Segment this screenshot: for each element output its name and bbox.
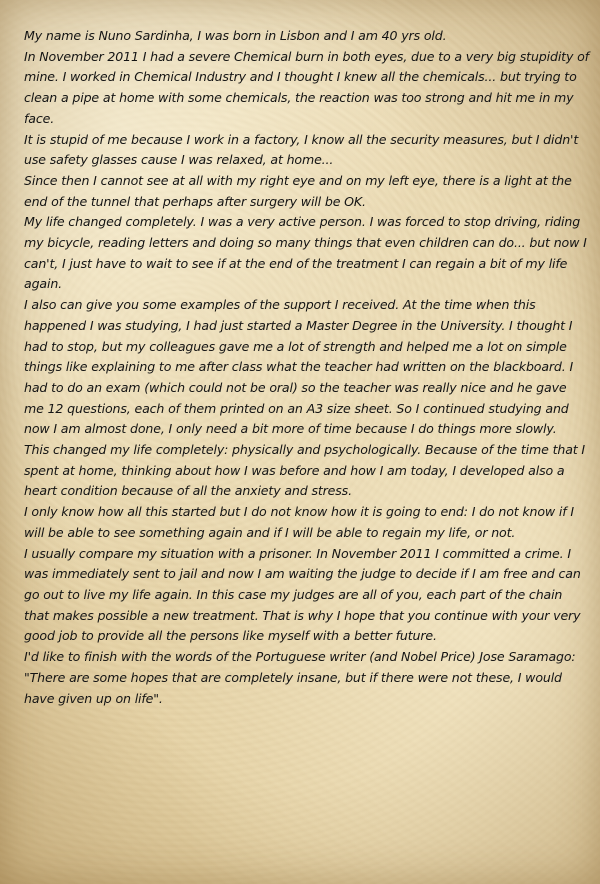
paragraph-prisoner: I usually compare my situation with a prisoner. In November 2011 I committed a crime. I was immediately sent to jail and now I am waiting the judge to decide if I am free and can go out to live my life again. In this case my judges are all of you, each part of the chain that makes possible a new treatment. That is why I hope that you continue with your very good job to provide all the persons like myself with a better future.: [24, 545, 581, 644]
paragraph-closing-quote: I'd like to finish with the words of the Portuguese writer (and Nobel Price) Jose Saramago: "There are some hopes that are completely insane, but if there were not these, I would have given up on life".: [24, 649, 576, 706]
paragraph-support: I also can give you some examples of the support I received. At the time when this happened I was studying, I had just started a Master Degree in the University. I thought I had to stop, but my colleagues gave me a lot of strength and helped me a lot on simple things like explaining to me after class what the teacher had written on the blackboard. I had to do an exam (which could not be oral) so the teacher was really nice and he gave me 12 questions, each of them printed on an A3 size sheet. So I continued studying and now I am almost done, I only need a bit more of time because I do things more slowly.: [24, 297, 574, 437]
paragraph-safety: It is stupid of me because I work in a factory, I know all the security measures, but I didn't use safety glasses cause I was relaxed, at home...: [24, 131, 579, 168]
paragraph-life-changed: My life changed completely. I was a very active person. I was forced to stop driving, riding my bicycle, reading letters and doing so many things that even children can do... but now I can't, I just have to wait to see if at the end of the treatment I can regain a bit of my life again.: [24, 214, 587, 292]
paragraph-uncertainty: I only know how all this started but I do not know how it is going to end: I do not know if I will be able to see something again and if I will be able to regain my life, or not.: [24, 504, 574, 540]
paragraph-vision: Since then I cannot see at all with my right eye and on my left eye, there is a light at the end of the tunnel that perhaps after surgery will be OK.: [24, 172, 572, 209]
paragraph-health: This changed my life completely: physically and psychologically. Because of the time that I spent at home, thinking about how I was before and how I am today, I developed also a heart condition because of all the anxiety and stress.: [24, 442, 585, 499]
letter-body: [24, 26, 590, 709]
paragraph-accident: In November 2011 I had a severe Chemical burn in both eyes, due to a very big stupidity of mine. I worked in Chemical Industry and I thought I knew all the chemicals... but trying to clean a pipe at home with some chemicals, the reaction was too strong and hit me in my face.: [24, 48, 589, 126]
paragraph-introduction: My name is Nuno Sardinha, I was born in Lisbon and I am 40 yrs old.: [24, 28, 447, 43]
